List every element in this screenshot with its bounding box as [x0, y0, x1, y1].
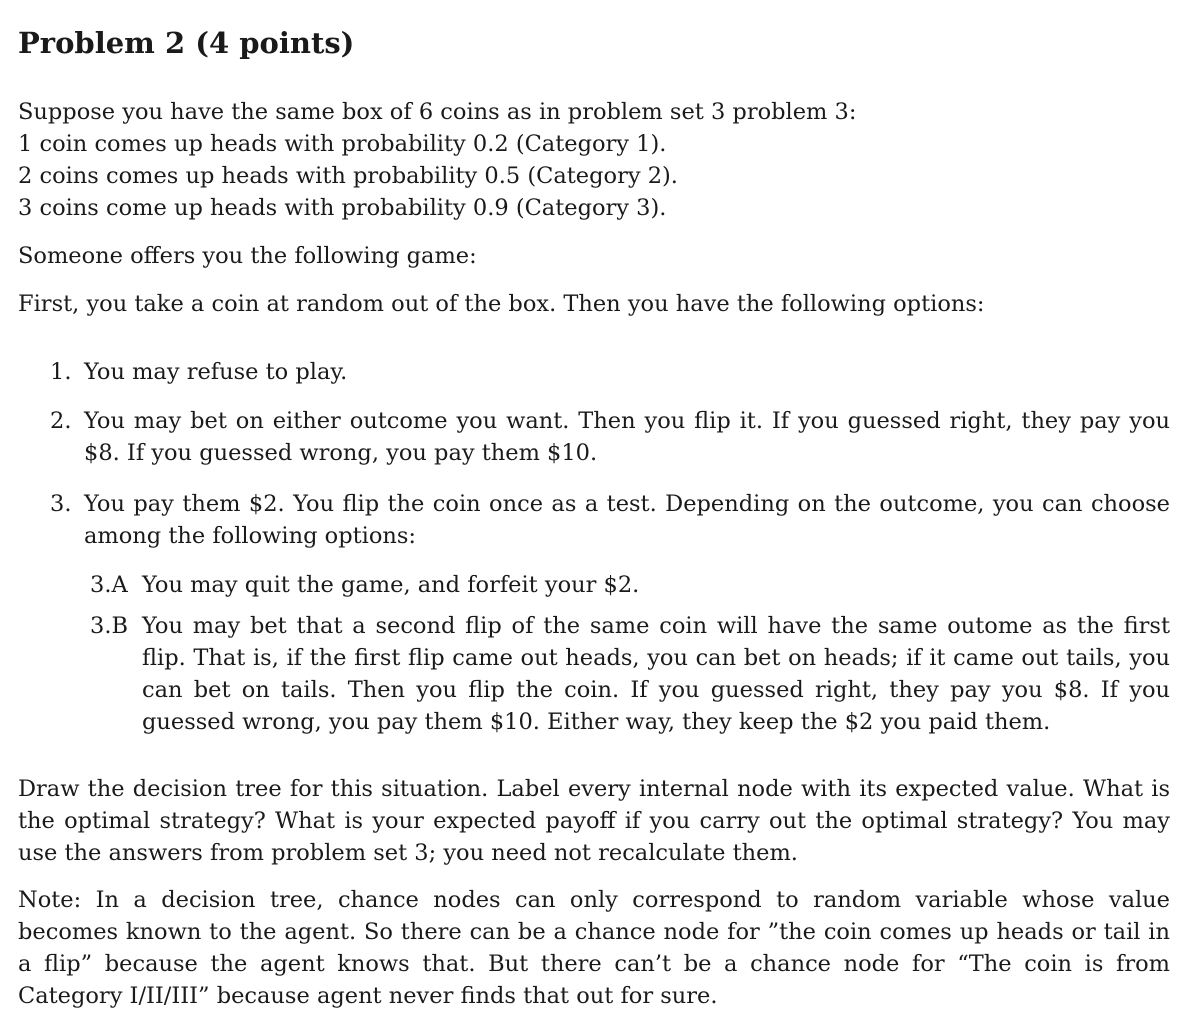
- problem-title: Problem 2 (4 points): [18, 26, 355, 60]
- game-offer-text: Someone offers you the following game:: [18, 243, 477, 269]
- option-number: 2.: [50, 408, 72, 434]
- task-instructions: Draw the decision tree for this situation. Label every internal node with its expected value. What is the optimal strategy? What is your expected payoff if you carry out the optimal strategy? You may use the answers from problem set 3; you need not recalculate them.: [18, 776, 1170, 866]
- intro-line: Suppose you have the same box of 6 coins as in problem set 3 problem 3:: [18, 99, 857, 125]
- option-list-item: [50, 405, 1170, 469]
- option-number: 1.: [50, 359, 72, 385]
- suboption-text: You may quit the game, and forfeit your $2.: [142, 572, 640, 598]
- category-2-line: 2 coins comes up heads with probability 0.5 (Category 2).: [18, 163, 678, 189]
- decision-tree-note: Note: In a decision tree, chance nodes can only correspond to random variable whose value becomes known to the agent. So there can be a chance node for ”the coin comes up heads or tail in a flip” because the agent knows that. But there can’t be a chance node for “The coin is from Category I/II/III” because agent never finds that out for sure.: [18, 887, 1170, 1009]
- option-text: You pay them $2. You flip the coin once as a test. Depending on the outcome, you can choose among the following options:: [84, 491, 1170, 549]
- suboption-text: You may bet that a second flip of the same coin will have the same outome as the first flip. That is, if the first flip came out heads, you can bet on heads; if it came out tails, you can bet on tails. Then you flip the coin. If you guessed right, they pay you $8. If you guessed wrong, you pay them $10. Either way, they keep the $2 you paid them.: [142, 613, 1170, 735]
- suboption-number: 3.B: [90, 613, 129, 639]
- option-list-item: [50, 356, 1170, 388]
- game-start-text: First, you take a coin at random out of the box. Then you have the following options:: [18, 291, 985, 317]
- suboption-list-item: [90, 610, 1170, 738]
- suboption-number: 3.A: [90, 572, 128, 598]
- option-number: 3.: [50, 491, 72, 517]
- coin-box-description: [18, 96, 1170, 224]
- suboption-list-item: [90, 569, 1170, 601]
- category-3-line: 3 coins come up heads with probability 0.9 (Category 3).: [18, 195, 667, 221]
- option-list-item: [50, 488, 1170, 552]
- option-text: You may bet on either outcome you want. Then you flip it. If you guessed right, they pay you $8. If you guessed wrong, you pay them $10.: [84, 408, 1170, 466]
- category-1-line: 1 coin comes up heads with probability 0.2 (Category 1).: [18, 131, 667, 157]
- option-text: You may refuse to play.: [84, 359, 348, 385]
